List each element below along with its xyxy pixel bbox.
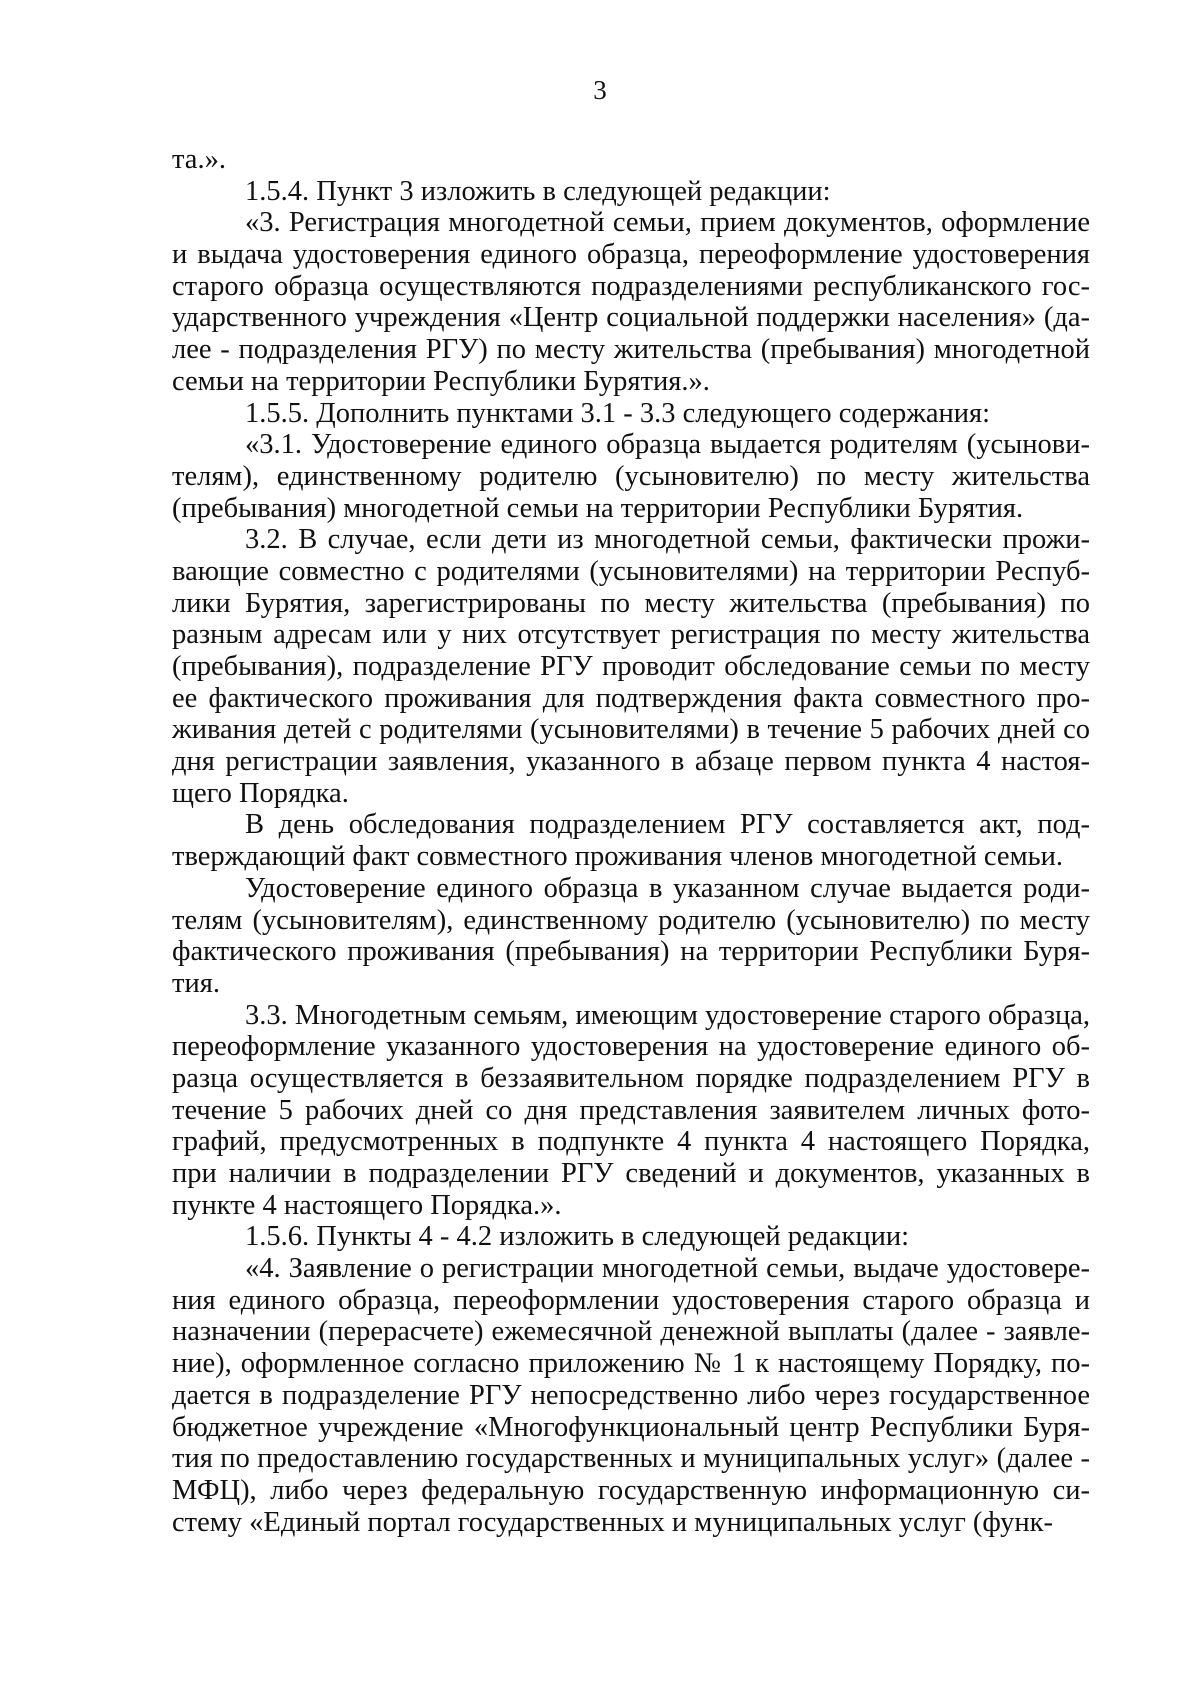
text-line: «3. Регистрация многодетной семьи, прием документов, оформление xyxy=(245,207,1090,239)
text-line: ударственного учреждения «Центр социальной поддержки населения» (да- xyxy=(172,302,1090,334)
paragraph-p3-3 xyxy=(172,1000,1090,1222)
text-line: (пребывания) многодетной семьи на территории Республики Бурятия. xyxy=(172,492,1024,524)
text-line: телям), единственному родителю (усыновителю) по месту жительства xyxy=(172,460,1090,492)
page-number: 3 xyxy=(593,75,607,105)
paragraph-p3-2 xyxy=(172,524,1090,809)
paragraph-cont-prev xyxy=(172,144,1090,176)
text-line: разным адресам или у них отсутствует регистрация по месту жительства xyxy=(172,619,1090,651)
paragraph-p3-2-act xyxy=(172,809,1090,872)
text-line: пункте 4 настоящего Порядка.». xyxy=(172,1189,562,1221)
text-line: телям (усыновителям), единственному родителю (усыновителю) по месту xyxy=(172,904,1090,936)
text-line: 1.5.5. Дополнить пунктами 3.1 - 3.3 следующего содержания: xyxy=(245,397,991,429)
paragraph-p3-2-issue xyxy=(172,873,1090,1000)
text-line: ния единого образца, переоформлении удостоверения старого образца и xyxy=(172,1284,1090,1316)
text-line: при наличии в подразделении РГУ сведений и документов, указанных в xyxy=(172,1158,1090,1189)
text-line: живания детей с родителями (усыновителями) в течение 5 рабочих дней со xyxy=(172,714,1090,746)
text-line: 1.5.4. Пункт 3 изложить в следующей редакции: xyxy=(245,175,831,207)
paragraph-1-5-6 xyxy=(172,1221,1090,1253)
text-line: тия. xyxy=(172,967,220,999)
text-line: тверждающий факт совместного проживания членов многодетной семьи. xyxy=(172,841,1063,873)
text-line: МФЦ), либо через федеральную государственную информационную си- xyxy=(172,1474,1090,1506)
text-line: тия по предоставлению государственных и муниципальных услуг» (далее - xyxy=(172,1443,1090,1475)
paragraph-p3 xyxy=(172,207,1090,397)
text-line: «4. Заявление о регистрации многодетной семьи, выдаче удостовере- xyxy=(245,1253,1090,1285)
text-line: бюджетное учреждение «Многофункциональный центр Республики Буря- xyxy=(172,1411,1090,1443)
paragraph-p4 xyxy=(172,1253,1090,1538)
text-line: 1.5.6. Пункты 4 - 4.2 изложить в следующей редакции: xyxy=(245,1221,910,1253)
text-line: графий, предусмотренных в подпункте 4 пункта 4 настоящего Порядка, xyxy=(172,1126,1090,1158)
document-body xyxy=(172,144,1090,1538)
text-line: вающие совместно с родителями (усыновителями) на территории Респуб- xyxy=(172,555,1090,587)
text-line: та.». xyxy=(172,144,226,175)
text-line: дня регистрации заявления, указанного в абзаце первом пункта 4 настоя- xyxy=(172,746,1090,778)
text-line: и выдача удостоверения единого образца, переоформление удостоверения xyxy=(172,239,1090,271)
text-line: фактического проживания (пребывания) на территории Республики Буря- xyxy=(172,936,1090,968)
text-line: стему «Единый портал государственных и муниципальных услуг (функ- xyxy=(172,1506,1054,1538)
text-line: семьи на территории Республики Бурятия.». xyxy=(172,365,710,397)
text-line: течение 5 рабочих дней со дня представления заявителем личных фото- xyxy=(172,1094,1090,1126)
text-line: старого образца осуществляются подразделениями республиканского гос- xyxy=(172,270,1090,302)
paragraph-p3-1 xyxy=(172,429,1090,524)
text-line: В день обследования подразделением РГУ составляется акт, под- xyxy=(245,809,1090,841)
text-line: разца осуществляется в беззаявительном порядке подразделением РГУ в xyxy=(172,1062,1090,1094)
paragraph-1-5-4 xyxy=(172,176,1090,208)
text-line: назначении (перерасчете) ежемесячной денежной выплаты (далее - заявле- xyxy=(172,1316,1090,1348)
text-line: дается в подразделение РГУ непосредственно либо через государственное xyxy=(172,1379,1090,1411)
paragraph-1-5-5 xyxy=(172,398,1090,430)
text-line: лее - подразделения РГУ) по месту жительства (пребывания) многодетной xyxy=(172,334,1090,366)
text-line: ее фактического проживания для подтверждения факта совместного про- xyxy=(172,682,1090,714)
text-line: «3.1. Удостоверение единого образца выдается родителям (усынови- xyxy=(245,429,1090,461)
text-line: Удостоверение единого образца в указанном случае выдается роди- xyxy=(245,872,1090,904)
text-line: щего Порядка. xyxy=(172,777,349,809)
text-line: переоформление указанного удостоверения на удостоверение единого об- xyxy=(172,1031,1090,1063)
text-line: лики Бурятия, зарегистрированы по месту жительства (пребывания) по xyxy=(172,587,1090,619)
text-line: 3.2. В случае, если дети из многодетной семьи, фактически прожи- xyxy=(245,524,1090,556)
text-line: (пребывания), подразделение РГУ проводит обследование семьи по месту xyxy=(172,651,1090,682)
text-line: ние), оформленное согласно приложению № 1 к настоящему Порядку, по- xyxy=(172,1348,1090,1380)
text-line: 3.3. Многодетным семьям, имеющим удостоверение старого образца, xyxy=(245,999,1090,1031)
